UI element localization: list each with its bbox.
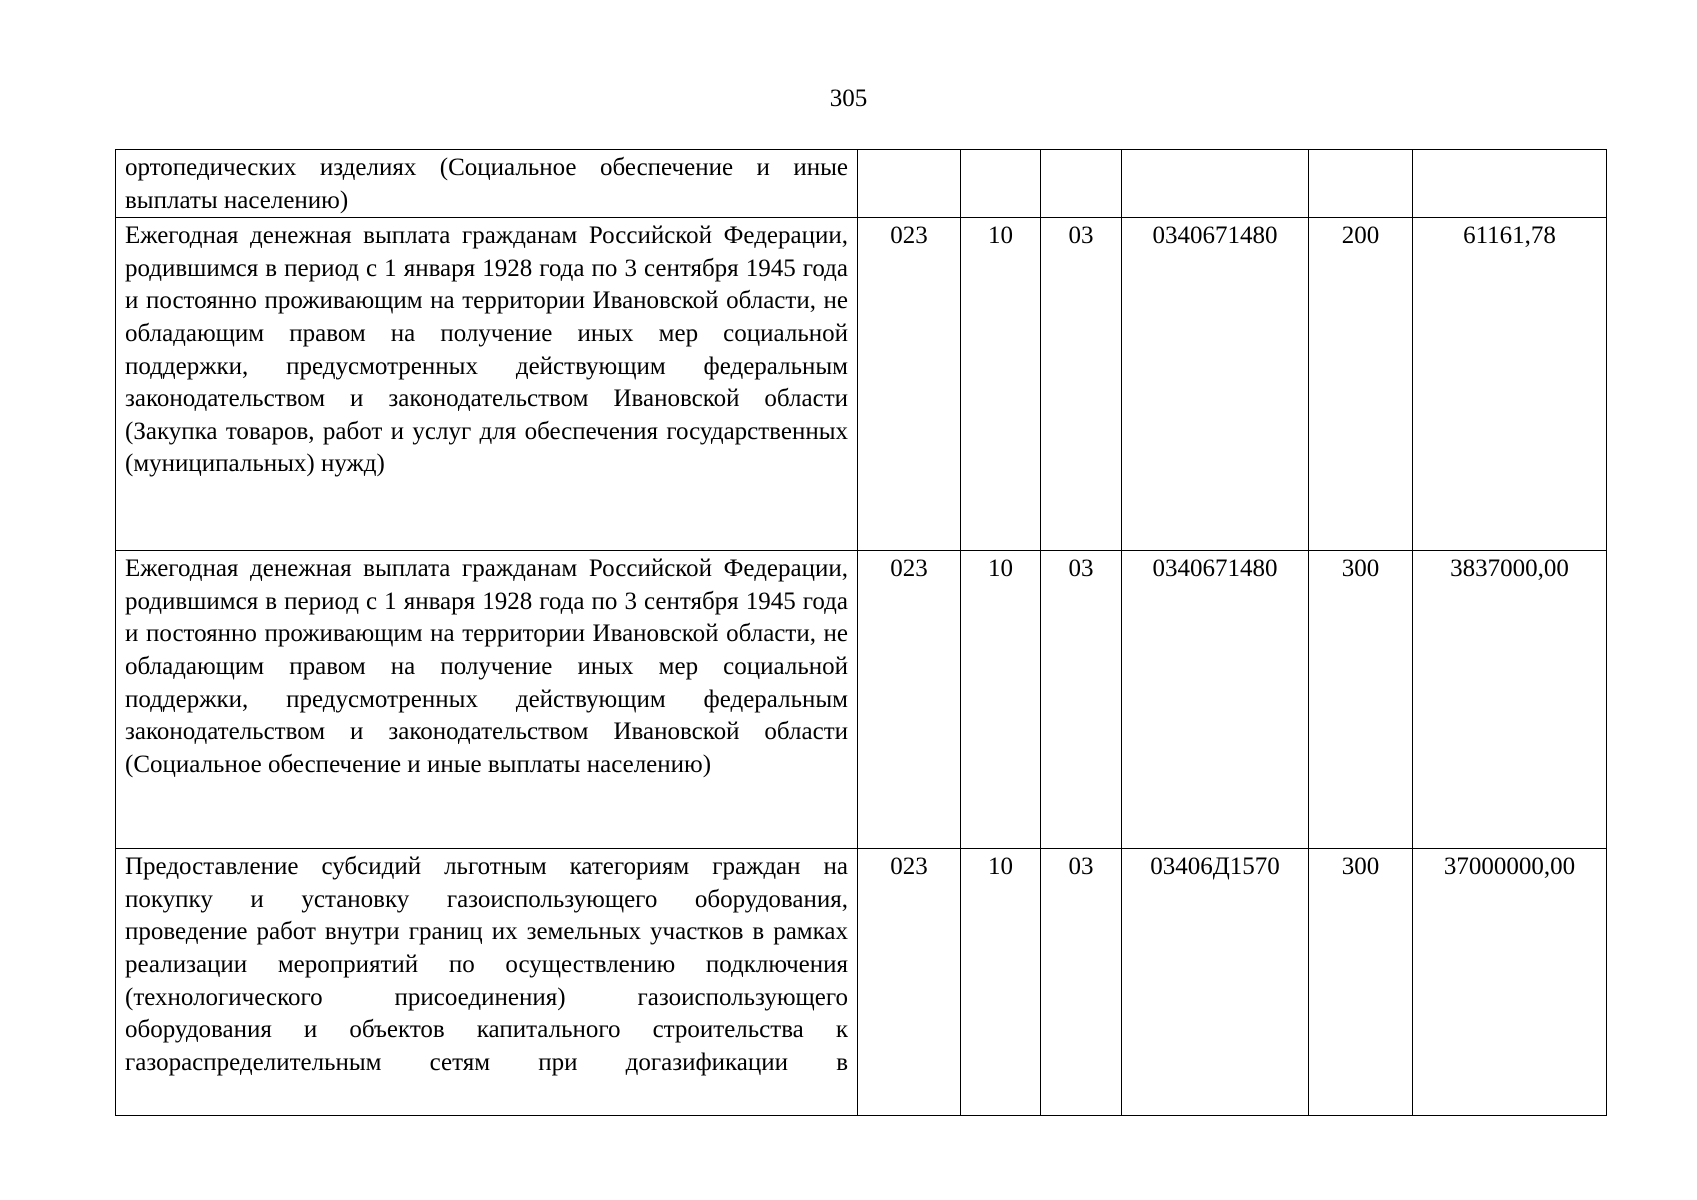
row-section-code: 10 <box>961 218 1041 551</box>
row-target-article: 03406Д1570 <box>1122 849 1309 1116</box>
row-expense-type: 300 <box>1309 551 1413 849</box>
row-amount <box>1413 150 1607 218</box>
row-subsection-code <box>1041 150 1122 218</box>
row-ministry-code: 023 <box>858 551 961 849</box>
row-section-code: 10 <box>961 551 1041 849</box>
row-section-code: 10 <box>961 849 1041 1116</box>
row-description: Ежегодная денежная выплата гражданам Российской Федерации, родившимся в период с 1 января 1928 года по 3 сентября 1945 года и постоянно проживающим на территории Ивановской области, не обладающим правом на получение иных мер социальной поддержки, предусмотренных действующим федеральным законодательством и законодательством Ивановской области (Закупка товаров, работ и услуг для обеспечения государственных (муниципальных) нужд) <box>116 218 858 551</box>
row-description: Предоставление субсидий льготным категориям граждан на покупку и установку газоиспользующего оборудования, проведение работ внутри границ их земельных участков в рамках реализации мероприятий по осуществлению подключения (технологического присоединения) газоиспользующего оборудования и объектов капитального строительства к газораспределительным сетям при догазификации в <box>116 849 858 1116</box>
row-ministry-code: 023 <box>858 849 961 1116</box>
row-description: Ежегодная денежная выплата гражданам Российской Федерации, родившимся в период с 1 января 1928 года по 3 сентября 1945 года и постоянно проживающим на территории Ивановской области, не обладающим правом на получение иных мер социальной поддержки, предусмотренных действующим федеральным законодательством и законодательством Ивановской области (Социальное обеспечение и иные выплаты населению) <box>116 551 858 849</box>
row-amount: 37000000,00 <box>1413 849 1607 1116</box>
row-ministry-code: 023 <box>858 218 961 551</box>
row-expense-type: 300 <box>1309 849 1413 1116</box>
row-ministry-code <box>858 150 961 218</box>
row-section-code <box>961 150 1041 218</box>
table-row <box>116 551 1607 849</box>
page-number: 305 <box>829 85 868 112</box>
row-subsection-code: 03 <box>1041 551 1122 849</box>
budget-table <box>115 149 1607 1116</box>
row-target-article: 0340671480 <box>1122 551 1309 849</box>
row-amount: 61161,78 <box>1413 218 1607 551</box>
row-target-article <box>1122 150 1309 218</box>
row-target-article: 0340671480 <box>1122 218 1309 551</box>
table-row <box>116 150 1607 218</box>
row-description: ортопедических изделиях (Социальное обеспечение и иные выплаты населению) <box>116 150 858 218</box>
table-row <box>116 849 1607 1116</box>
row-amount: 3837000,00 <box>1413 551 1607 849</box>
row-subsection-code: 03 <box>1041 849 1122 1116</box>
table-row <box>116 218 1607 551</box>
row-expense-type <box>1309 150 1413 218</box>
row-expense-type: 200 <box>1309 218 1413 551</box>
row-subsection-code: 03 <box>1041 218 1122 551</box>
